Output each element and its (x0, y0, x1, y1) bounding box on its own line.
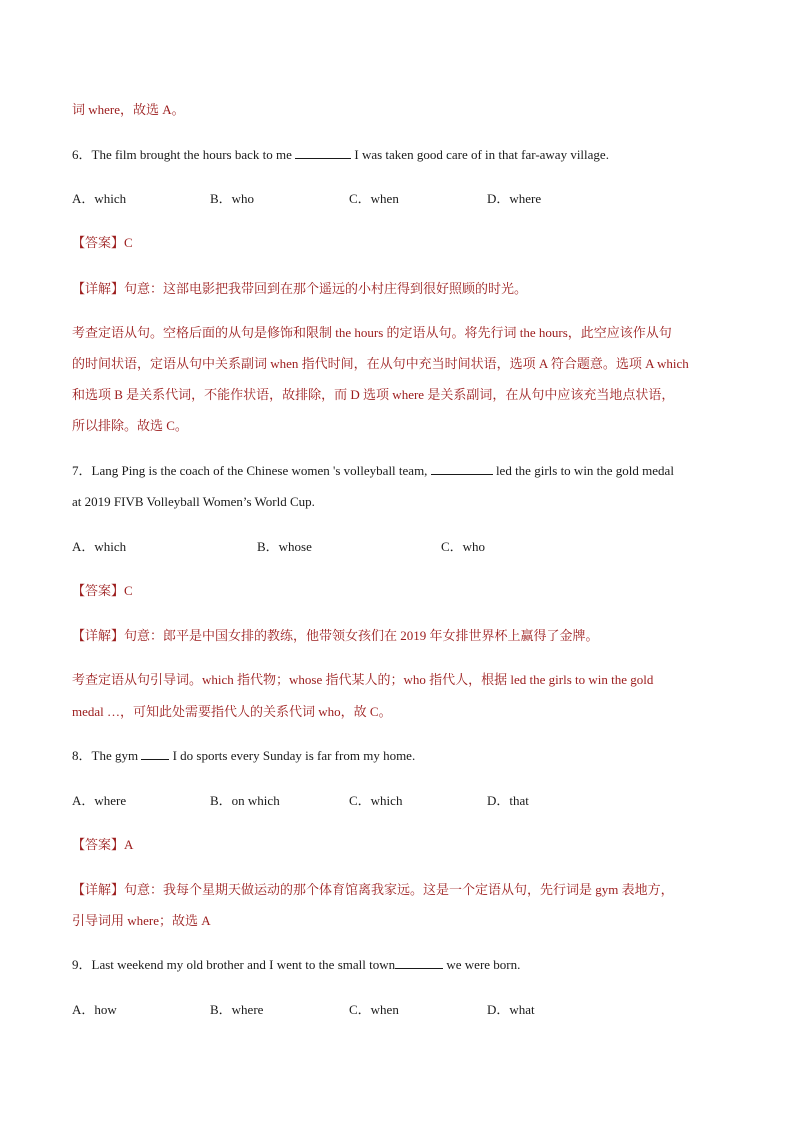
question-6-option-d: D．where (487, 191, 542, 206)
question-8-option-a: A．where (72, 793, 127, 808)
question-6-stem-pre: 6．The film brought the hours back to me (72, 147, 296, 162)
question-8-stem-pre: 8．The gym (72, 748, 142, 763)
answer-value: C (124, 235, 133, 250)
detail-tag: 【详解】 (72, 281, 125, 296)
question-6-option-a: A．which (72, 191, 127, 206)
question-6-detail (72, 281, 527, 297)
question-6-option-b: B．who (210, 191, 255, 206)
question-8-blank (141, 748, 169, 760)
question-9-option-d: D．what (487, 1002, 535, 1017)
answer-tag: 【答案】 (72, 583, 125, 598)
question-6-option-c: C．when (349, 191, 399, 206)
question-8-detail (72, 882, 674, 898)
question-7-blank (431, 463, 493, 475)
detail-tag: 【详解】 (72, 882, 125, 897)
answer-tag: 【答案】 (72, 235, 125, 250)
detail-text: 句意：我每个星期天做运动的那个体育馆离我家远。这是一个定语从句，先行词是 gym 表地方， (124, 882, 674, 897)
question-6-analysis-line: 的时间状语，定语从句中关系副词 when 指代时间，在从句中充当时间状语，选项 A 符合题意。选项 A which (72, 356, 689, 371)
question-6-analysis-line: 考查定语从句。空格后面的从句是修饰和限制 the hours 的定语从句。将先行词 the hours，此空应该作从句 (72, 325, 672, 340)
question-8-option-b: B．on which (210, 793, 280, 808)
question-8-stem-post: I do sports every Sunday is far from my home. (169, 748, 416, 763)
question-7-option-c: C．who (441, 539, 486, 554)
question-7-option-b: B．whose (257, 539, 312, 554)
question-6-answer (72, 235, 133, 251)
question-9-stem-post: we were born. (443, 957, 521, 972)
question-7-stem-line2: at 2019 FIVB Volleyball Women’s World Cup. (72, 494, 315, 509)
question-8-detail-line2: 引导词用 where；故选 A (72, 913, 211, 928)
detail-tag: 【详解】 (72, 628, 125, 643)
question-9-option-b: B．where (210, 1002, 264, 1017)
question-7-stem-post: led the girls to win the gold medal (492, 463, 674, 478)
question-6-analysis-line: 和选项 B 是关系代词，不能作状语，故排除，而 D 选项 where 是关系副词，在从句中应该充当地点状语， (72, 387, 675, 402)
question-7-answer (72, 583, 133, 599)
question-6-stem (72, 147, 609, 163)
answer-value: A (124, 837, 134, 852)
question-8-stem (72, 748, 415, 764)
question-9-blank (395, 957, 443, 969)
prev-explanation-tail: 词 where，故选 A。 (72, 102, 185, 117)
question-9-stem-pre: 9．Last weekend my old brother and I went to the small town (72, 957, 396, 972)
question-6-blank (295, 147, 351, 159)
question-7-stem (72, 463, 674, 479)
question-8-answer (72, 837, 133, 853)
question-6-stem-post: I was taken good care of in that far-away village. (351, 147, 609, 162)
question-7-detail (72, 628, 599, 644)
question-7-option-a: A．which (72, 539, 127, 554)
detail-text: 句意：这部电影把我带回到在那个遥远的小村庄得到很好照顾的时光。 (124, 281, 528, 296)
question-8-option-c: C．which (349, 793, 403, 808)
question-9-stem (72, 957, 520, 973)
question-7-stem-pre: 7．Lang Ping is the coach of the Chinese women 's volleyball team, (72, 463, 431, 478)
question-7-analysis-line: medal …，可知此处需要指代人的关系代词 who，故 C。 (72, 704, 392, 719)
question-6-analysis-line: 所以排除。故选 C。 (72, 418, 188, 433)
question-9-option-c: C．when (349, 1002, 399, 1017)
answer-tag: 【答案】 (72, 837, 125, 852)
question-8-option-d: D．that (487, 793, 529, 808)
question-9-option-a: A．how (72, 1002, 117, 1017)
detail-text: 句意：郎平是中国女排的教练，他带领女孩们在 2019 年女排世界杯上赢得了金牌。 (124, 628, 599, 643)
answer-value: C (124, 583, 133, 598)
question-7-analysis-line: 考查定语从句引导词。which 指代物；whose 指代某人的；who 指代人，根据 led the girls to win the gold (72, 672, 654, 687)
